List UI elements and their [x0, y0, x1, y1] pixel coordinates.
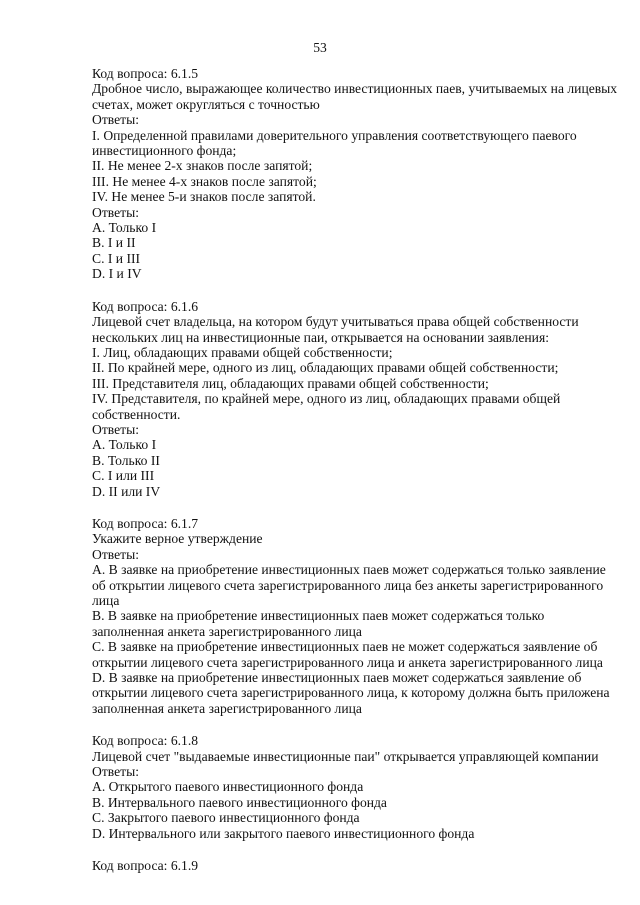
- answer-line: об открытии лицевого счета зарегистрированного лица без анкеты зарегистрированного: [92, 577, 604, 593]
- answer-line: C. В заявке на приобретение инвестиционных паев не может содержаться заявление об: [92, 639, 598, 655]
- answer-line: A. В заявке на приобретение инвестиционных паев может содержаться только заявление: [92, 562, 606, 578]
- question-text-line: нескольких лиц на инвестиционные паи, открывается на основании заявления:: [92, 329, 549, 345]
- answer-line: A. Только I: [92, 220, 157, 236]
- option-line: собственности.: [92, 406, 181, 422]
- question-text-line: счетах, может округляться с точностью: [92, 96, 320, 112]
- page-number: 53: [313, 40, 327, 55]
- question-code: Код вопроса: 6.1.6: [92, 298, 199, 314]
- answers-header: Ответы:: [92, 421, 139, 437]
- answer-line: A. Открытого паевого инвестиционного фонда: [92, 779, 364, 795]
- question-block: [92, 733, 599, 841]
- question-code: Код вопроса: 6.1.5: [92, 66, 199, 81]
- option-line: II. Не менее 2-х знаков после запятой;: [92, 158, 313, 174]
- answer-line: заполненная анкета зарегистрированного лица: [92, 700, 362, 716]
- question-text-line: Дробное число, выражающее количество инвестиционных паев, учитываемых на лицевых: [92, 81, 618, 97]
- answer-line: C. I или III: [92, 468, 155, 484]
- option-line: III. Представителя лиц, обладающих правами общей собственности;: [92, 375, 489, 391]
- answers-header: Ответы:: [92, 764, 139, 780]
- question-block: [92, 298, 579, 499]
- answer-line: D. В заявке на приобретение инвестиционных паев может содержаться заявление об: [92, 670, 582, 686]
- answer-line: B. Интервального паевого инвестиционного фонда: [92, 794, 387, 810]
- option-line: I. Определенной правилами доверительного управления соответствующего паевого: [92, 127, 577, 143]
- answer-line: B. I и II: [92, 235, 136, 251]
- question-code: Код вопроса: 6.1.7: [92, 515, 199, 531]
- option-line: IV. Не менее 5-и знаков после запятой.: [92, 189, 316, 205]
- answer-line: A. Только I: [92, 437, 157, 453]
- answer-line: заполненная анкета зарегистрированного лица: [92, 623, 362, 639]
- options-header: Ответы:: [92, 112, 139, 128]
- question-code: Код вопроса: 6.1.9: [92, 858, 199, 874]
- answers-header: Ответы:: [92, 546, 139, 562]
- option-line: инвестиционного фонда;: [92, 143, 237, 159]
- question-list: [92, 66, 618, 891]
- question-code: Код вопроса: 6.1.8: [92, 733, 199, 749]
- answer-line: D. II или IV: [92, 483, 161, 499]
- answer-line: открытии лицевого счета зарегистрированного лица и анкета зарегистрированного лица: [92, 654, 603, 670]
- answer-line: B. Только II: [92, 452, 160, 468]
- option-line: III. Не менее 4-х знаков после запятой;: [92, 173, 317, 189]
- question-block: [92, 515, 610, 716]
- answer-line: C. I и III: [92, 250, 141, 266]
- option-line: I. Лиц, обладающих правами общей собственности;: [92, 344, 393, 360]
- answer-line: D. Интервального или закрытого паевого инвестиционного фонда: [92, 825, 475, 841]
- answer-line: C. Закрытого паевого инвестиционного фонда: [92, 810, 360, 826]
- option-line: IV. Представителя, по крайней мере, одного из лиц, обладающих правами общей: [92, 391, 561, 407]
- answer-line: открытии лицевого счета зарегистрированного лица, к которому должна быть приложена: [92, 685, 610, 701]
- question-block: [92, 66, 618, 282]
- question-text-line: Укажите верное утверждение: [92, 531, 263, 547]
- answer-line: D. I и IV: [92, 266, 142, 282]
- question-text-line: Лицевой счет владельца, на котором будут учитываться права общей собственности: [92, 314, 579, 330]
- answer-line: лица: [92, 593, 120, 608]
- question-block: [92, 858, 572, 873]
- answer-line: B. В заявке на приобретение инвестиционных паев может содержаться только: [92, 608, 545, 624]
- answers-header: Ответы:: [92, 204, 139, 220]
- question-text-line: Лицевой счет "выдаваемые инвестиционные паи" открывается управляющей компании: [92, 748, 599, 764]
- option-line: II. По крайней мере, одного из лиц, обладающих правами общей собственности;: [92, 360, 559, 376]
